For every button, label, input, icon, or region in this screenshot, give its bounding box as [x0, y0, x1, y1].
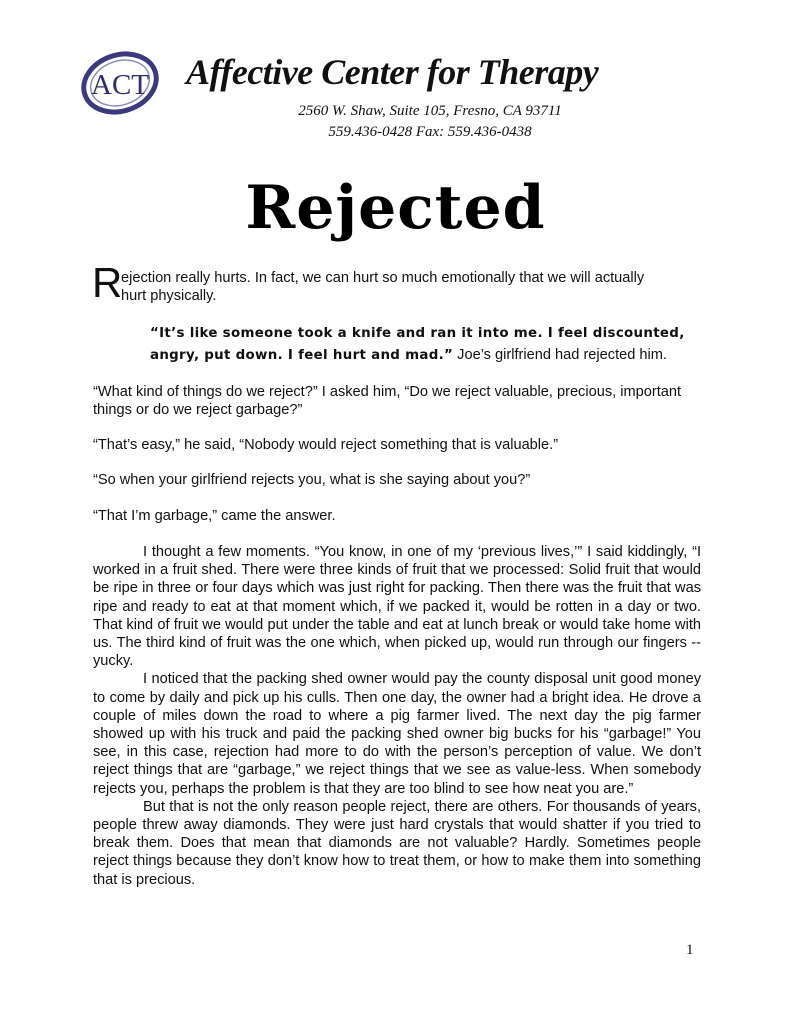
- org-phone-fax: 559.436-0428 Fax: 559.436-0438: [328, 124, 532, 140]
- quote-trailing: Joe’s girlfriend had rejected him.: [453, 347, 667, 363]
- paragraph-pig-farmer: I noticed that the packing shed owner would pay the county disposal unit good money to come by daily and pick up his culls. Then one day, the owner had a bright idea. He drove a couple of miles down the road to where a pig farmer lived. The next day the pig farmer showed up with his truck and paid the packing shed owner big bucks for his “garbage!” You see, in this case, rejection had more to do with the person’s perception of value. We don’t reject things that are “garbage,” we reject things that we see as value-less. When somebody rejects you, perhaps the problem is that they are too blind to see how neat you are.”: [93, 671, 701, 797]
- quote-text-2: angry, put down. I feel hurt and mad.”: [150, 348, 454, 363]
- org-address: 2560 W. Shaw, Suite 105, Fresno, CA 93711: [298, 103, 562, 119]
- dialogue-1: “What kind of things do we reject?” I asked him, “Do we reject valuable, precious, important things or do we reject garbage?”: [93, 384, 682, 419]
- dialogue-4: “That I’m garbage,” came the answer.: [93, 508, 336, 524]
- quote-line-2: [150, 344, 710, 367]
- dialogue-3: “So when your girlfriend rejects you, what is she saying about you?”: [93, 472, 531, 488]
- page-number: 1: [686, 942, 694, 958]
- document-title: Rejected: [245, 173, 546, 243]
- story-paragraph-block: [93, 543, 701, 889]
- quote-text-1: “It’s like someone took a knife and ran it into me. I feel discounted,: [150, 326, 685, 341]
- intro-line-1: ejection really hurts. In fact, we can hurt so much emotionally that we will actually: [121, 270, 645, 286]
- drop-cap: R: [92, 259, 123, 306]
- intro-line-2: hurt physically.: [121, 288, 217, 304]
- paragraph-fruit-shed: I thought a few moments. “You know, in one of my ‘previous lives,’” I said kiddingly, “I worked in a fruit shed. There were three kinds of fruit that we processed: Solid fruit that would be ripe in three or four days which was just right for packing. Then there was the fruit that was ripe and ready to eat at that moment which, if we packed it, would be rotten in a day or two. That kind of fruit we would put under the table and eat at lunch break or would take home with us. The third kind of fruit was the one which, when picked up, would run through our fingers -- yucky.: [93, 544, 701, 670]
- quote-line-1: [150, 322, 710, 345]
- org-name: Affective Center for Therapy: [186, 52, 599, 92]
- dialogue-2: “That’s easy,” he said, “Nobody would reject something that is valuable.”: [93, 437, 559, 453]
- logo-text: ACT: [91, 69, 149, 101]
- act-logo: [76, 44, 164, 120]
- paragraph-diamonds: But that is not the only reason people reject, there are others. For thousands of years, people threw away diamonds. They were just hard crystals that would shatter if you tried to break them. Does that mean that diamonds are not valuable? Hardly. Sometimes people reject things because they don’t know how to treat them, or how to make them into something that is precious.: [93, 798, 701, 888]
